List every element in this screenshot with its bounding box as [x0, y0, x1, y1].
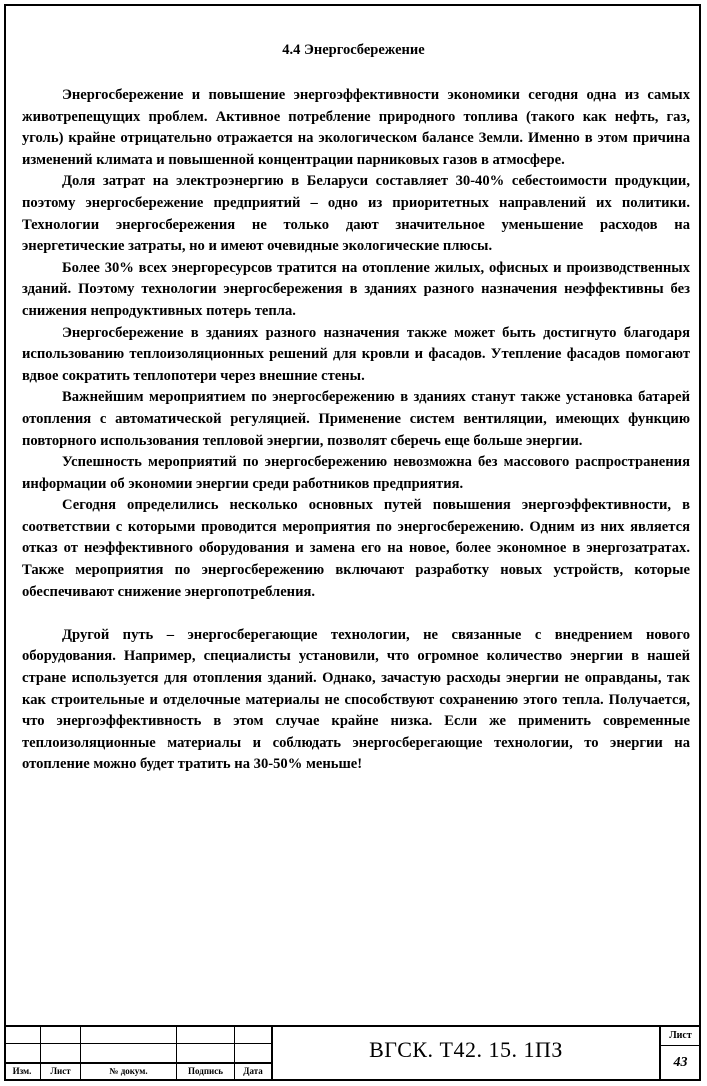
stamp-col-label: Лист: [50, 1066, 71, 1076]
stamp-row-line: [659, 1045, 701, 1046]
paragraph: Энергосбережение и повышение энергоэффективности экономики сегодня одна из самых животрепещущих проблем. Активное потребление природного топлива (такого как нефть, газ, уголь) крайне отрицательно отражается на экологическом балансе Земли. Именно в этом причина изменений климата и повышенной концентрации парниковых газов в атмосфере.: [22, 87, 690, 168]
stamp-col-label: Подпись: [188, 1066, 223, 1076]
stamp-row-line: [4, 1043, 272, 1044]
sheet-label: Лист: [669, 1030, 692, 1041]
stamp-row-line: [4, 1062, 272, 1064]
body-text: [22, 85, 690, 776]
stamp-border: [4, 1025, 701, 1027]
stamp-col-label: № докум.: [109, 1066, 148, 1076]
paragraph: Успешность мероприятий по энергосбережению невозможна без массового распространения информации об экономии энергии среди работников предприятия.: [22, 454, 690, 492]
paragraph: Сегодня определились несколько основных путей повышения энергоэффективности, в соответствии с которыми проводится мероприятия по энергосбережению. Одним из них является отказ от неэффективного оборудования и замена его на новое, более экономное в энергозатратах. Также мероприятия по энергосбережению включают разработку новых устройств, которые обеспечивают снижение энергопотребления.: [22, 497, 690, 600]
document-code: ВГСК. Т42. 15. 1ПЗ: [369, 1037, 563, 1062]
paragraph: Другой путь – энергосберегающие технологии, не связанные с внедрением нового оборудования. Например, специалисты установили, что огромное количество энергии в нашей стране используется для отопления зданий. Однако, зачастую расходы энергии не оправданы, так как строительные и отделочные материалы не способствуют сохранению этого тепла. Получается, что энергоэффективность в этом случае крайне низка. Если же применить современные теплоизоляционные материалы и соблюдать энергосберегающие технологии, то энергии на отопление можно будет тратить на 30-50% меньше!: [22, 626, 690, 773]
paragraph: Важнейшим мероприятием по энергосбережению в зданиях станут также установка батарей отопления с автоматической регуляцией. Применение систем вентиляции, имеющих функцию повторного использования тепловой энергии, позволят сберечь еще больше энергии.: [22, 389, 690, 449]
paragraph: Более 30% всех энергоресурсов тратится на отопление жилых, офисных и производственных зданий. Поэтому технологии энергосбережения в зданиях разного назначения неэффективны без снижения непродуктивных потерь тепла.: [22, 259, 690, 319]
section-title: 4.4 Энергосбережение: [282, 42, 425, 58]
stamp-col-label: Дата: [243, 1066, 263, 1076]
paragraph: Энергосбережение в зданиях разного назначения также может быть достигнуто благодаря использованию теплоизоляционных решений для кровли и фасадов. Утепление фасадов помогают вдвое сократить теплопотери через внешние стены.: [22, 324, 690, 384]
paragraph: Доля затрат на электроэнергию в Беларуси составляет 30-40% себестоимости продукции, поэтому энергосбережение предприятий – одно из приоритетных направлений их политики. Технологии энергосбережения не только дают значительное уменьшение расходов на энергетические затраты, но и имеют очевидные экологические плюсы.: [22, 173, 690, 255]
sheet-number: 43: [673, 1055, 688, 1070]
stamp-col-label: Изм.: [12, 1066, 32, 1076]
